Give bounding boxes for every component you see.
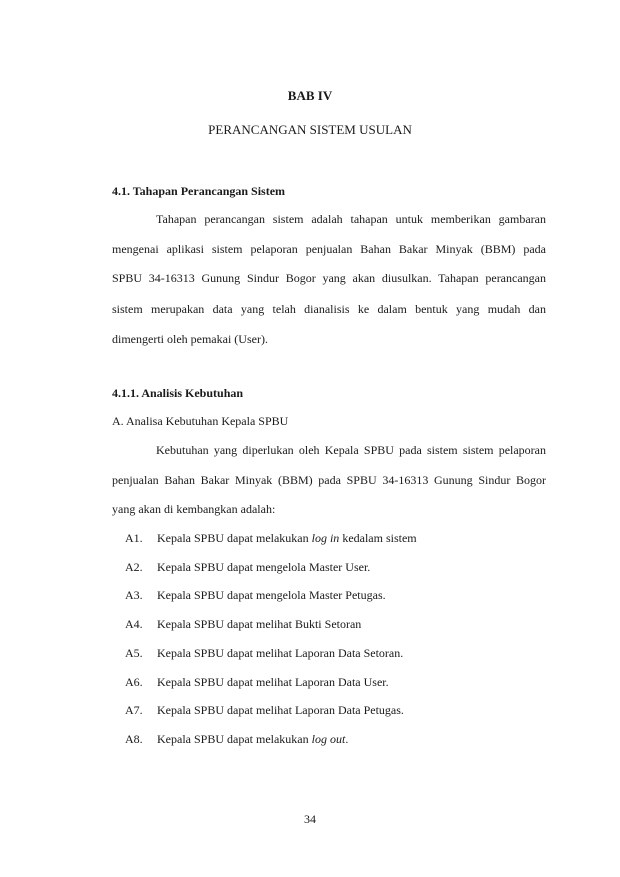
list-item (125, 617, 361, 632)
list-text-italic: log in (311, 531, 340, 545)
list-item (125, 732, 348, 747)
paragraph-line: SPBU 34-16313 Gunung Sindur Bogor yang akan diusulkan. Tahapan perancangan (112, 271, 546, 285)
list-marker: A7. (125, 703, 143, 717)
list-marker: A5. (125, 646, 143, 660)
list-marker: A6. (125, 675, 143, 689)
list-marker: A8. (125, 732, 143, 746)
list-text: Kepala SPBU dapat melihat Bukti Setoran (157, 617, 362, 631)
list-text: Kepala SPBU dapat melihat Laporan Data Petugas. (157, 703, 404, 717)
list-item (125, 588, 386, 603)
list-text: Kepala SPBU dapat melihat Laporan Data User. (157, 675, 389, 689)
paragraph-line: sistem merupakan data yang telah dianalisis ke dalam bentuk yang mudah dan (112, 302, 546, 316)
list-text-tail: . (345, 732, 349, 746)
list-item (125, 531, 417, 546)
list-item (125, 646, 403, 661)
list-text-italic: log out (311, 732, 346, 746)
subsection-heading-a: A. Analisa Kebutuhan Kepala SPBU (112, 414, 289, 428)
list-marker: A2. (125, 560, 143, 574)
list-text-tail: kedalam sistem (339, 531, 417, 545)
list-text: Kepala SPBU dapat melihat Laporan Data Setoran. (157, 646, 404, 660)
section-heading-4-1: 4.1. Tahapan Perancangan Sistem (112, 184, 286, 198)
paragraph-line: Kebutuhan yang diperlukan oleh Kepala SPBU pada sistem sistem pelaporan (156, 443, 546, 457)
paragraph-line: penjualan Bahan Bakar Minyak (BBM) pada SPBU 34-16313 Gunung Sindur Bogor (112, 473, 546, 487)
list-item (125, 703, 404, 718)
paragraph-line: Tahapan perancangan sistem adalah tahapan untuk memberikan gambaran (156, 212, 546, 226)
list-marker: A4. (125, 617, 143, 631)
list-text: Kepala SPBU dapat melakukan (157, 531, 312, 545)
list-marker: A1. (125, 531, 143, 545)
list-marker: A3. (125, 588, 143, 602)
list-text: Kepala SPBU dapat melakukan (157, 732, 312, 746)
paragraph-line: mengenai aplikasi sistem pelaporan penjualan Bahan Bakar Minyak (BBM) pada (112, 242, 546, 256)
paragraph-line: dimengerti oleh pemakai (User). (112, 332, 268, 346)
paragraph-line: yang akan di kembangkan adalah: (112, 502, 276, 516)
chapter-number: BAB IV (287, 88, 333, 103)
chapter-title: PERANCANGAN SISTEM USULAN (208, 122, 412, 137)
list-text: Kepala SPBU dapat mengelola Master Petugas. (157, 588, 386, 602)
list-item (125, 560, 370, 575)
section-heading-4-1-1: 4.1.1. Analisis Kebutuhan (112, 386, 244, 400)
list-item (125, 675, 389, 690)
page-number: 34 (304, 812, 316, 826)
list-text: Kepala SPBU dapat mengelola Master User. (157, 560, 371, 574)
